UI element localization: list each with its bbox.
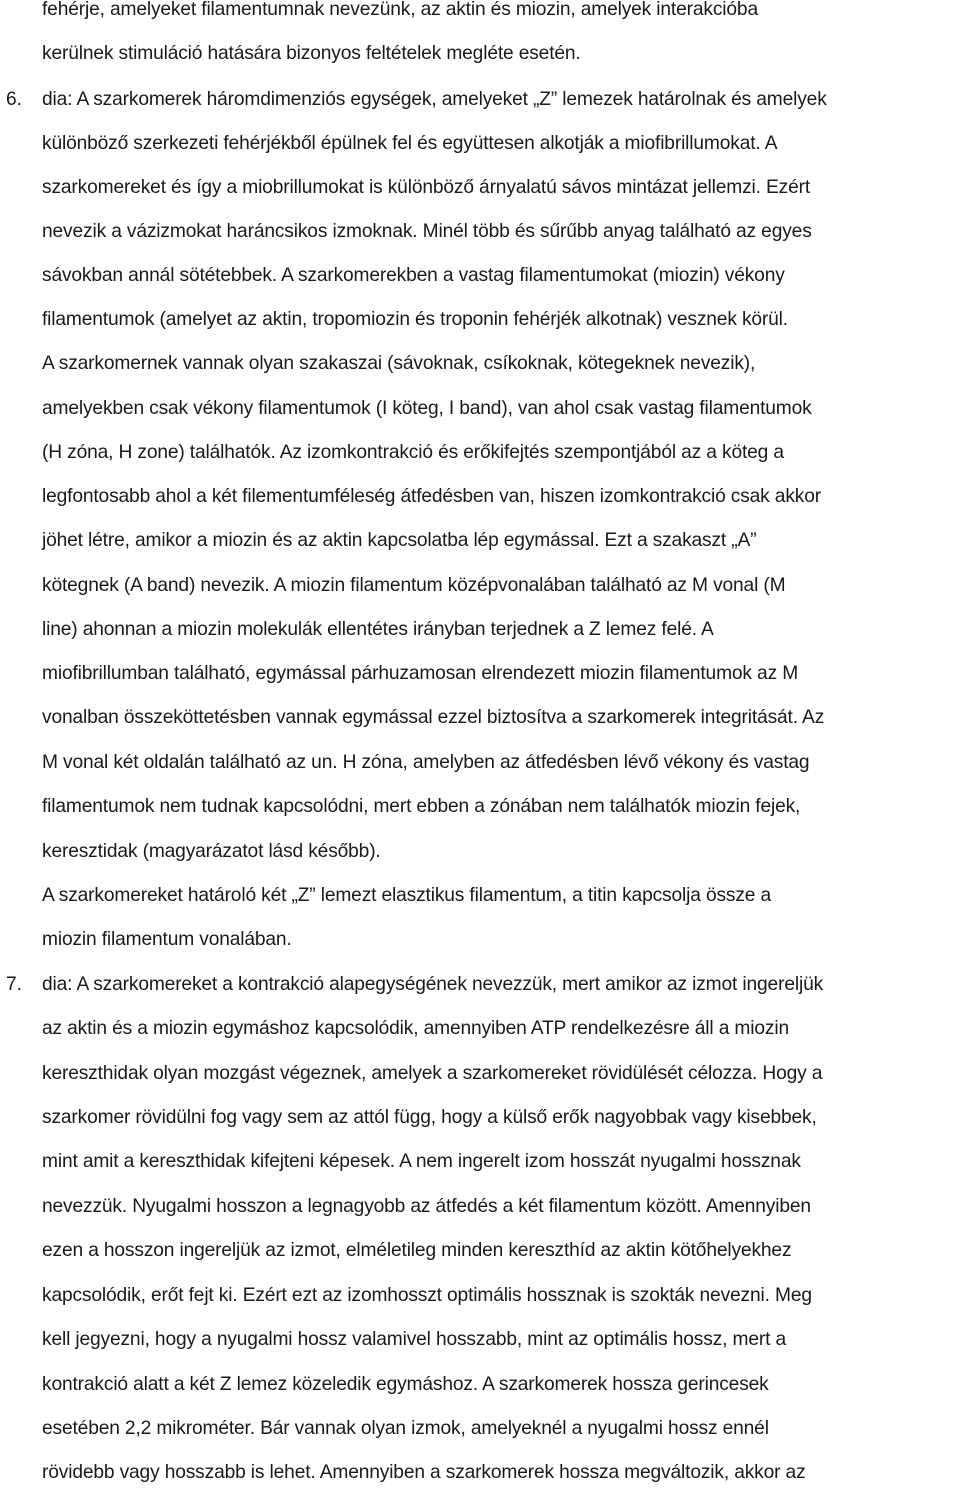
text-line-18: M vonal két oldalán található az un. H zóna, amelyben az átfedésben lévő vékony és vastag xyxy=(42,752,810,773)
text-line-34: rövidebb vagy hosszabb is lehet. Amennyiben a szarkomerek hossza megváltozik, akkor az xyxy=(42,1462,806,1483)
text-line-5: szarkomereket és így a miobrillumokat is különböző árnyalatú sávos mintázat jellemzi. Ezért xyxy=(42,177,811,198)
text-line-11: (H zóna, H zone) találhatók. Az izomkontrakció és erőkifejtés szempontjából az a köteg a xyxy=(42,442,784,463)
text-line-24: az aktin és a miozin egymáshoz kapcsolódik, amennyiben ATP rendelkezésre áll a miozin xyxy=(42,1018,789,1039)
text-line-22: miozin filamentum vonalában. xyxy=(42,929,292,950)
text-line-6: nevezik a vázizmokat haráncsikos izmoknak. Minél több és sűrűbb anyag található az egyes xyxy=(42,221,812,242)
text-line-32: kontrakció alatt a két Z lemez közeledik egymáshoz. A szarkomerek hossza gerincesek xyxy=(42,1374,769,1395)
text-line-3: dia: A szarkomerek háromdimenziós egységek, amelyeket „Z” lemezek határolnak és amelyek xyxy=(42,89,827,110)
text-line-28: nevezzük. Nyugalmi hosszon a legnagyobb az átfedés a két filamentum között. Amennyiben xyxy=(42,1196,811,1217)
text-line-17: vonalban összeköttetésben vannak egymással ezzel biztosítva a szarkomerek integritását. Az xyxy=(42,707,825,728)
text-line-23: dia: A szarkomereket a kontrakció alapegységének nevezzük, mert amikor az izmot ingereljük xyxy=(42,974,824,995)
text-line-29: ezen a hosszon ingereljük az izmot, elméletileg minden kereszthíd az aktin kötőhelyekhez xyxy=(42,1240,792,1261)
text-line-20: keresztidak (magyarázatot lásd később). xyxy=(42,841,381,862)
text-line-2: kerülnek stimuláció hatására bizonyos feltételek megléte esetén. xyxy=(42,43,581,64)
text-line-16: miofibrillumban található, egymással párhuzamosan elrendezett miozin filamentumok az M xyxy=(42,663,799,684)
text-line-19: filamentumok nem tudnak kapcsolódni, mert ebben a zónában nem találhatók miozin fejek, xyxy=(42,796,801,817)
text-line-30: kapcsolódik, erőt fejt ki. Ezért ezt az izomhosszt optimális hossznak is szokták nevezni. Meg xyxy=(42,1285,812,1306)
text-line-33: esetében 2,2 mikrométer. Bár vannak olyan izmok, amelyeknél a nyugalmi hossz ennél xyxy=(42,1418,769,1439)
text-line-8: filamentumok (amelyet az aktin, tropomiozin és troponin fehérjék alkotnak) vesznek körül. xyxy=(42,309,788,330)
text-line-31: kell jegyezni, hogy a nyugalmi hossz valamivel hosszabb, mint az optimális hossz, mert a xyxy=(42,1329,786,1350)
text-line-13: jöhet létre, amikor a miozin és az aktin kapcsolatba lép egymással. Ezt a szakaszt „A” xyxy=(42,530,757,551)
text-line-7: sávokban annál sötétebbek. A szarkomerekben a vastag filamentumokat (miozin) vékony xyxy=(42,265,785,286)
text-line-12: legfontosabb ahol a két filementumféleség átfedésben van, hiszen izomkontrakció csak akkor xyxy=(42,486,821,507)
list-number-7: 7. xyxy=(6,974,23,995)
text-line-15: line) ahonnan a miozin molekulák ellentétes irányban terjednek a Z lemez felé. A xyxy=(42,619,714,640)
text-line-25: kereszthidak olyan mozgást végeznek, amelyek a szarkomereket rövidülését célozza. Hogy a xyxy=(42,1063,823,1084)
text-line-14: kötegnek (A band) nevezik. A miozin filamentum középvonalában található az M vonal (M xyxy=(42,575,786,596)
text-line-1: fehérje, amelyeket filamentumnak nevezünk, az aktin és miozin, amelyek interakcióba xyxy=(42,0,758,20)
list-number-6: 6. xyxy=(6,89,23,110)
text-line-4: különböző szerkezeti fehérjékből épülnek fel és együttesen alkotják a miofibrillumokat. A xyxy=(42,133,778,154)
text-line-26: szarkomer rövidülni fog vagy sem az attól függ, hogy a külső erők nagyobbak vagy kisebbek, xyxy=(42,1107,817,1128)
text-line-21: A szarkomereket határoló két „Z” lemezt elasztikus filamentum, a titin kapcsolja össze a xyxy=(42,885,772,906)
text-line-9: A szarkomernek vannak olyan szakaszai (sávoknak, csíkoknak, kötegeknek nevezik), xyxy=(42,353,756,374)
text-line-10: amelyekben csak vékony filamentumok (I köteg, I band), van ahol csak vastag filamentumok xyxy=(42,398,812,419)
text-line-27: mint amit a kereszthidak kifejteni képesek. A nem ingerelt izom hosszát nyugalmi hossznak xyxy=(42,1151,801,1172)
